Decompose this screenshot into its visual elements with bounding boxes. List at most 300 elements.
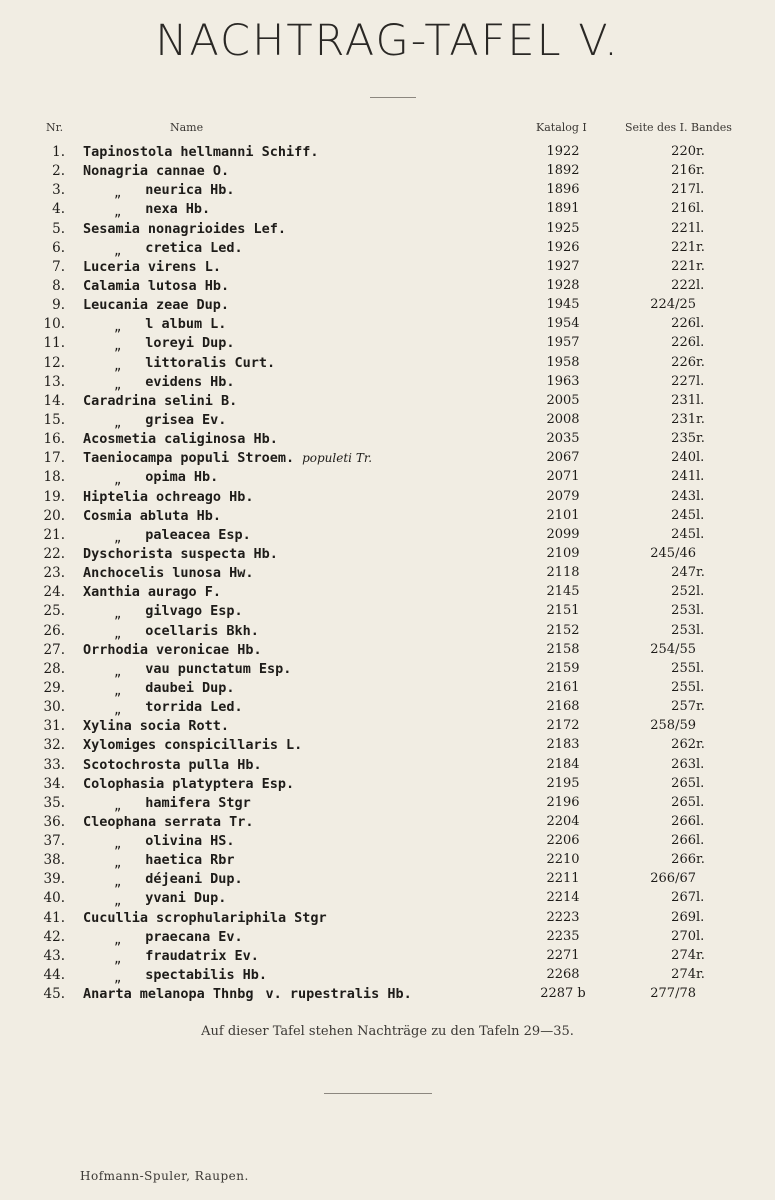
- page-side: l.: [696, 335, 705, 351]
- species-name: [114, 661, 291, 677]
- ditto-mark: „: [114, 415, 122, 430]
- page-number: 216: [671, 163, 696, 179]
- row-number: 26.: [43, 622, 65, 639]
- table-row: [0, 967, 775, 986]
- katalog-number: 1945: [546, 297, 580, 313]
- species-name: [83, 757, 262, 773]
- genus-name: Orrhodia: [83, 641, 149, 658]
- author-name: Dup.: [202, 335, 235, 352]
- katalog-number: 2161: [546, 679, 580, 695]
- ditto-mark: „: [114, 243, 122, 258]
- author-name: Dup.: [210, 871, 243, 888]
- species-epithet: caliginosa: [164, 431, 246, 448]
- table-row: [0, 163, 775, 182]
- author-name: Rott.: [188, 718, 230, 735]
- katalog-number: 2211: [546, 871, 580, 887]
- page-reference: [640, 623, 710, 638]
- page-number: 226: [671, 335, 696, 351]
- page-number: 265: [671, 775, 696, 791]
- page-reference: [640, 661, 710, 676]
- page-reference: [640, 699, 710, 714]
- page-number: 247: [671, 565, 696, 581]
- species-name: [83, 584, 221, 600]
- page-side: l.: [696, 182, 705, 198]
- katalog-number: 2210: [546, 852, 580, 868]
- species-epithet: evidens: [145, 373, 203, 390]
- species-epithet: l album: [145, 316, 203, 333]
- ditto-mark: „: [114, 205, 122, 220]
- species-name: [83, 910, 327, 926]
- katalog-number: 1954: [546, 316, 580, 332]
- row-number: 37.: [43, 833, 65, 850]
- bottom-divider: [324, 1093, 432, 1094]
- header-name: Name: [170, 121, 204, 134]
- genus-name: Xylomiges: [83, 737, 157, 754]
- katalog-number: 2287 b: [540, 986, 586, 1002]
- katalog-number: 2271: [546, 947, 580, 963]
- table-row: [0, 393, 775, 412]
- table-row: [0, 335, 775, 354]
- row-number: 14.: [43, 392, 65, 409]
- row-number: 5.: [52, 220, 65, 237]
- species-name: [114, 527, 251, 543]
- page-side: l.: [696, 660, 705, 676]
- page-number: 270: [671, 928, 696, 944]
- species-epithet: daubei: [145, 679, 195, 696]
- page-reference: [640, 584, 710, 599]
- table-row: [0, 240, 775, 259]
- page-side: l.: [696, 813, 705, 829]
- species-epithet: hellmanni: [180, 144, 254, 160]
- page-reference: [640, 852, 710, 867]
- katalog-number: 2235: [546, 928, 580, 944]
- table-row: [0, 584, 775, 603]
- table-row: [0, 278, 775, 297]
- page-number: 253: [671, 603, 696, 619]
- author-name: Ev.: [234, 947, 259, 964]
- species-name: [83, 144, 318, 160]
- species-name: [83, 546, 278, 562]
- katalog-number: 2159: [546, 660, 580, 676]
- page-reference: [640, 910, 710, 925]
- author-name: Hb.: [196, 507, 221, 524]
- page-side: l.: [696, 526, 705, 542]
- katalog-number: 2067: [546, 450, 580, 466]
- row-number: 25.: [43, 603, 65, 620]
- page-number: 274: [671, 967, 696, 983]
- row-number: 27.: [43, 641, 65, 658]
- row-number: 31.: [43, 718, 65, 735]
- author-name: Hb.: [229, 488, 254, 505]
- table-row: [0, 527, 775, 546]
- row-number: 20.: [43, 507, 65, 524]
- author-name: Hb.: [253, 431, 278, 448]
- ditto-mark: „: [114, 186, 122, 201]
- page-reference: [640, 986, 710, 1001]
- species-epithet: platyptera: [172, 775, 254, 792]
- table-row: [0, 182, 775, 201]
- page-number: 262: [671, 737, 696, 753]
- author-name: Esp.: [261, 775, 295, 792]
- genus-name: Anarta: [83, 986, 132, 1003]
- species-name: [114, 680, 235, 696]
- page-side: l.: [696, 488, 705, 504]
- author-name: B.: [220, 392, 238, 409]
- page-number: 241: [671, 469, 696, 485]
- table-row: [0, 776, 775, 795]
- species-epithet: conspicillaris: [164, 737, 278, 754]
- row-number: 7.: [52, 258, 65, 275]
- page-number: 253: [671, 622, 696, 638]
- species-name: [114, 335, 235, 354]
- species-name: [83, 814, 253, 830]
- table-row: [0, 469, 775, 488]
- title-divider: [370, 97, 416, 98]
- page-number: 266: [671, 833, 696, 849]
- page-reference: [640, 259, 710, 274]
- page-number: 265: [671, 794, 696, 810]
- genus-name: Leucania: [83, 297, 149, 314]
- row-number: 6.: [52, 239, 65, 256]
- author-name: Ev.: [218, 928, 243, 945]
- author-name: Tr.: [229, 813, 254, 830]
- page-number: 231: [671, 392, 696, 408]
- katalog-number: 1922: [546, 144, 580, 159]
- page-number: 227: [671, 373, 696, 389]
- species-name: [114, 871, 243, 890]
- page-reference: [640, 374, 710, 389]
- species-epithet: fraudatrix: [145, 947, 227, 964]
- ditto-mark: „: [114, 951, 122, 966]
- table-row: [0, 565, 775, 584]
- author-name: Stgr: [218, 794, 251, 811]
- table-row: [0, 431, 775, 450]
- ditto-mark: „: [114, 320, 122, 335]
- page-reference: [640, 469, 710, 484]
- author-name: Schiff.: [261, 144, 319, 160]
- page-number: 240: [671, 450, 696, 466]
- species-epithet: aurago: [147, 584, 197, 601]
- page-reference: [640, 163, 710, 178]
- variety-name: v. rupestralis Hb.: [265, 986, 412, 1003]
- ditto-mark: „: [114, 798, 122, 813]
- author-name: Esp.: [218, 526, 251, 543]
- page-side: l.: [696, 450, 705, 466]
- species-name: [83, 718, 229, 734]
- page-reference: [640, 546, 710, 561]
- author-name: Hb.: [237, 641, 262, 658]
- katalog-number: 2152: [546, 622, 580, 638]
- page-number: 217: [671, 182, 696, 198]
- species-name: [83, 431, 278, 447]
- genus-name: Nonagria: [83, 163, 149, 180]
- page-reference: [640, 527, 710, 542]
- page-reference: [640, 737, 710, 752]
- row-number: 41.: [43, 909, 65, 926]
- author-name: Hw.: [229, 565, 254, 582]
- page-side: l.: [696, 277, 705, 293]
- page-side: l.: [696, 316, 705, 332]
- katalog-number: 2172: [546, 718, 580, 734]
- species-epithet: littoralis: [145, 354, 227, 371]
- author-name: Lef.: [253, 220, 286, 237]
- table-row: [0, 718, 775, 737]
- page-number: 267: [671, 890, 696, 906]
- species-epithet: serrata: [164, 813, 222, 830]
- katalog-number: 2168: [546, 699, 580, 715]
- species-name: [83, 221, 286, 237]
- page-reference: [640, 412, 710, 427]
- table-row: [0, 948, 775, 967]
- page-number: 245: [671, 507, 696, 523]
- katalog-number: 2268: [546, 967, 580, 983]
- species-epithet: loreyi: [145, 335, 195, 352]
- genus-name: Caradrina: [83, 392, 157, 409]
- ditto-mark: „: [114, 894, 122, 909]
- ditto-mark: „: [114, 530, 122, 545]
- page-number: 266: [671, 852, 696, 868]
- species-name: [83, 565, 253, 581]
- katalog-number: 2099: [546, 526, 580, 542]
- row-number: 21.: [43, 526, 65, 543]
- species-epithet: cannae: [156, 163, 205, 180]
- species-epithet: neurica: [145, 182, 203, 199]
- table-row: [0, 737, 775, 756]
- species-epithet: cretica: [145, 239, 203, 256]
- katalog-number: 2008: [546, 411, 580, 427]
- table-row: [0, 144, 775, 163]
- species-epithet: suspecta: [180, 545, 246, 562]
- species-epithet: melanopa: [139, 986, 205, 1003]
- ditto-mark: „: [114, 837, 122, 852]
- genus-name: Taeniocampa: [83, 450, 173, 467]
- katalog-number: 2118: [546, 565, 580, 581]
- species-epithet: socia: [139, 718, 181, 735]
- page-reference: [640, 814, 710, 829]
- row-number: 30.: [43, 699, 65, 716]
- page-side: l.: [696, 890, 705, 906]
- species-epithet: populi: [180, 450, 230, 467]
- page-number: 221: [671, 220, 696, 236]
- katalog-number: 2214: [546, 890, 580, 906]
- page-number: 257: [671, 699, 696, 715]
- author-name: O.: [212, 163, 230, 180]
- page-reference: [640, 144, 710, 159]
- page-side: l.: [696, 392, 705, 408]
- page-side: l.: [696, 622, 705, 638]
- genus-name: Xanthia: [83, 584, 140, 601]
- page-reference: [640, 201, 710, 216]
- katalog-number: 2101: [546, 507, 580, 523]
- genus-name: Cucullia: [83, 909, 149, 926]
- katalog-number: 2035: [546, 431, 580, 447]
- page-number: 231: [671, 411, 696, 427]
- page-side: r.: [696, 354, 705, 370]
- page-side: r.: [696, 565, 705, 581]
- row-number: 3.: [52, 182, 65, 199]
- species-name: [83, 163, 229, 179]
- author-name: Dup.: [193, 890, 227, 907]
- table-row: [0, 412, 775, 431]
- ditto-mark: „: [114, 971, 122, 986]
- table-row: [0, 661, 775, 680]
- katalog-number: 2158: [546, 641, 580, 657]
- species-epithet: selini: [164, 392, 213, 409]
- page-side: r.: [696, 239, 705, 255]
- table-row: [0, 355, 775, 374]
- table-row: [0, 508, 775, 527]
- row-number: 8.: [52, 277, 65, 294]
- table-row: [0, 852, 775, 871]
- row-number: 15.: [43, 411, 65, 428]
- page-side: r.: [696, 967, 705, 983]
- author-name: Hb.: [210, 373, 235, 390]
- katalog-number: 2005: [546, 392, 580, 408]
- species-name: [83, 450, 372, 466]
- row-number: 33.: [43, 756, 65, 773]
- author-name: Bkh.: [226, 622, 259, 639]
- species-name: [114, 201, 211, 220]
- page-reference: [640, 565, 710, 580]
- table-row: [0, 986, 775, 1005]
- row-number: 19.: [43, 488, 65, 505]
- page-side: r.: [696, 411, 705, 427]
- katalog-number: 1957: [546, 335, 580, 351]
- katalog-number: 1891: [546, 201, 580, 217]
- table-row: [0, 201, 775, 220]
- species-name: [114, 890, 227, 909]
- species-name: [83, 393, 237, 409]
- author-name: Rbr: [210, 852, 235, 869]
- page-side: l.: [696, 603, 705, 619]
- ditto-mark: „: [114, 339, 122, 354]
- katalog-number: 1892: [546, 163, 580, 179]
- page-reference: [640, 335, 710, 350]
- ditto-mark: „: [114, 875, 122, 890]
- page-number: 222: [671, 277, 696, 293]
- page-side: l.: [696, 373, 705, 389]
- row-number: 40.: [43, 890, 65, 907]
- table-row: [0, 221, 775, 240]
- page-side: r.: [696, 852, 705, 868]
- page-number: 254/55: [650, 641, 696, 657]
- table-row: [0, 450, 775, 469]
- page-number: 255: [671, 660, 696, 676]
- page-side: l.: [696, 833, 705, 849]
- ditto-mark: „: [114, 358, 122, 373]
- page-number: 274: [671, 947, 696, 963]
- species-name: [83, 297, 229, 313]
- katalog-number: 1928: [546, 277, 580, 293]
- genus-name: Calamia: [83, 277, 140, 294]
- table-row: [0, 603, 775, 622]
- species-epithet: praecana: [145, 928, 211, 945]
- page-number: 235: [671, 431, 696, 447]
- page-reference: [640, 450, 710, 465]
- page-side: l.: [696, 756, 705, 772]
- katalog-number: 1958: [546, 354, 580, 370]
- page-reference: [640, 355, 710, 370]
- species-name: [83, 986, 412, 1002]
- page-side: l.: [696, 507, 705, 523]
- species-name: [114, 603, 243, 622]
- species-name: [114, 240, 243, 256]
- page-side: r.: [696, 699, 705, 715]
- genus-name: Colophasia: [83, 775, 165, 792]
- table-row: [0, 910, 775, 929]
- page-number: 243: [671, 488, 696, 504]
- author-name: Led.: [210, 699, 243, 716]
- genus-name: Cosmia: [83, 507, 132, 524]
- page-reference: [640, 871, 710, 886]
- genus-name: Cleophana: [83, 813, 157, 830]
- author-name: Hb.: [204, 277, 230, 294]
- katalog-number: 2079: [546, 488, 580, 504]
- header-katalog: Katalog I: [536, 121, 587, 134]
- author-name: F.: [204, 584, 221, 601]
- species-epithet: opima: [145, 469, 186, 486]
- page-side: l.: [696, 794, 705, 810]
- katalog-number: 2071: [546, 469, 580, 485]
- species-name: [83, 737, 302, 753]
- page-reference: [640, 603, 710, 618]
- ditto-mark: „: [114, 626, 122, 641]
- row-number: 38.: [43, 852, 65, 869]
- species-epithet: zeae: [156, 297, 189, 314]
- page-reference: [640, 393, 710, 408]
- page-side: r.: [696, 737, 705, 753]
- page-side: l.: [696, 928, 705, 944]
- species-name: [114, 316, 227, 335]
- author-name: Ev.: [202, 411, 227, 428]
- table-row: [0, 623, 775, 642]
- species-epithet: abluta: [139, 507, 189, 524]
- species-epithet: ocellaris: [145, 622, 219, 639]
- page-reference: [640, 508, 710, 523]
- katalog-number: 2206: [546, 833, 580, 849]
- page-title: NACHTRAG-TAFEL V.: [155, 16, 620, 66]
- species-epithet: ochreago: [156, 488, 222, 505]
- page-side: l.: [696, 584, 705, 600]
- page-reference: [640, 240, 710, 255]
- row-number: 45.: [43, 986, 65, 1003]
- page-number: 245: [671, 526, 696, 542]
- page-side: l.: [696, 201, 705, 217]
- page-number: 266: [671, 813, 696, 829]
- species-name: [83, 642, 262, 658]
- genus-name: Hiptelia: [83, 488, 149, 505]
- katalog-number: 2151: [546, 603, 580, 619]
- table-row: [0, 890, 775, 909]
- page-reference: [640, 431, 710, 446]
- page-reference: [640, 967, 710, 982]
- species-epithet: paleacea: [145, 526, 211, 543]
- page-reference: [640, 795, 710, 810]
- author-name: Thnbg: [212, 986, 254, 1003]
- page-number: 258/59: [650, 718, 696, 734]
- species-name: [114, 182, 235, 201]
- row-number: 39.: [43, 871, 65, 888]
- species-name: [114, 948, 259, 964]
- katalog-number: 2195: [546, 775, 580, 791]
- page-number: 226: [671, 316, 696, 332]
- page-reference: [640, 278, 710, 293]
- page-reference: [640, 948, 710, 963]
- page-number: 277/78: [650, 986, 696, 1002]
- page-reference: [640, 890, 710, 905]
- species-name: [114, 355, 275, 371]
- page-side: l.: [696, 679, 705, 695]
